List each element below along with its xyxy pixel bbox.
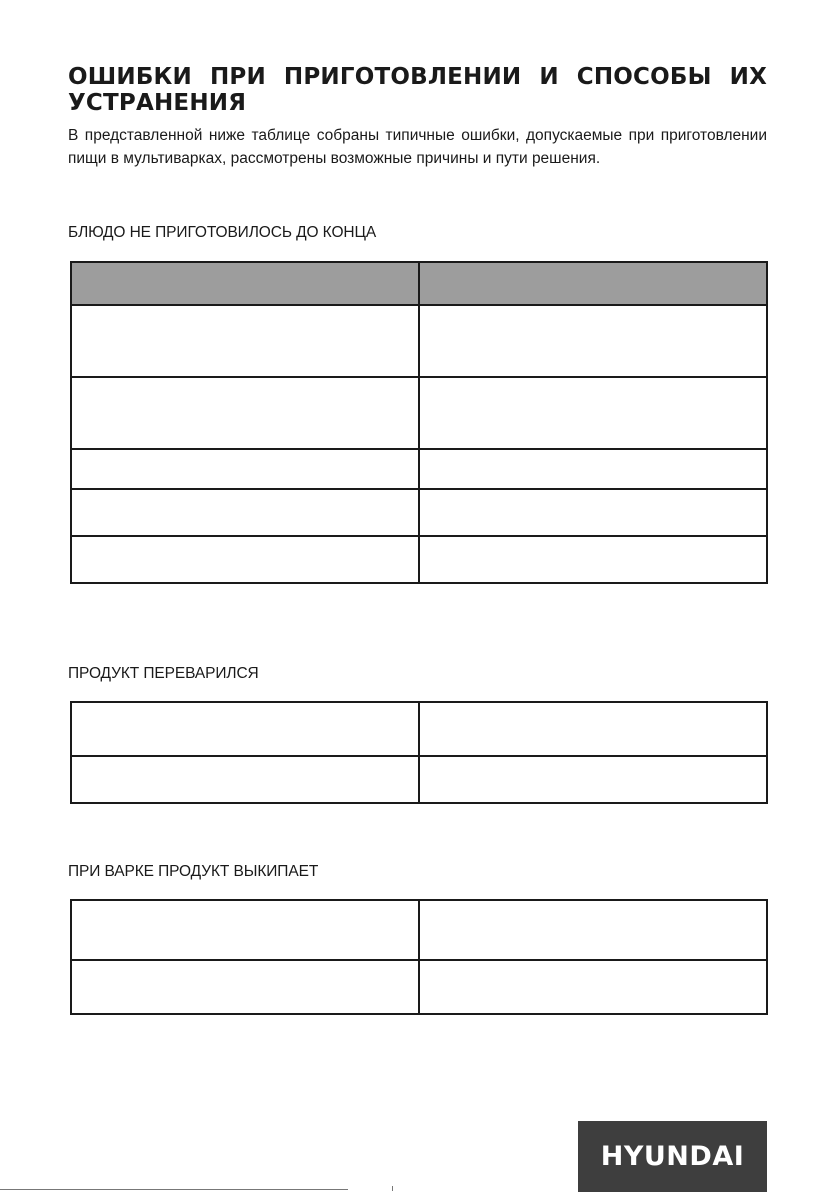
table-row [71,960,767,1014]
table-cell [419,702,767,756]
table-cell [71,900,419,960]
table-cell [419,756,767,803]
table-undercooked [70,261,768,584]
section-title-boils-over: ПРИ ВАРКЕ ПРОДУКТ ВЫКИПАЕТ [68,863,319,880]
footer-divider [0,1189,348,1190]
table-cell [71,536,419,583]
table-row [71,489,767,536]
section-title-overcooked: ПРОДУКТ ПЕРЕВАРИЛСЯ [68,665,259,682]
table-boils-over [70,899,768,1015]
table-cell [419,377,767,449]
header-cell-solution [419,262,767,305]
table-cell [419,960,767,1014]
table-cell [419,536,767,583]
hyundai-logo [578,1121,767,1192]
table-cell [71,449,419,489]
table-cell [71,377,419,449]
table-row [71,702,767,756]
page-title: ОШИБКИ ПРИ ПРИГОТОВЛЕНИИ И СПОСОБЫ ИХ УСТРАНЕНИЯ [68,64,767,116]
table-cell [71,702,419,756]
table-row [71,449,767,489]
page-content [68,64,767,170]
table-cell [71,756,419,803]
footer-tick-mark [392,1186,393,1191]
table-cell [71,305,419,377]
table-cell [419,900,767,960]
table-overcooked [70,701,768,804]
logo-text: HYUNDAI [600,1141,745,1172]
header-cell-cause [71,262,419,305]
table-cell [419,305,767,377]
table-row [71,536,767,583]
section-title-undercooked: БЛЮДО НЕ ПРИГОТОВИЛОСЬ ДО КОНЦА [68,224,377,241]
table-row [71,377,767,449]
table-header-row [71,262,767,305]
table-cell [71,960,419,1014]
table-cell [71,489,419,536]
table-row [71,305,767,377]
table-cell [419,449,767,489]
table-row [71,756,767,803]
intro-paragraph: В представленной ниже таблице собраны типичные ошибки, допускаемые при приготовлении пищи в мультиварках, рассмотрены возможные причины и пути решения. [68,127,767,167]
table-row [71,900,767,960]
table-cell [419,489,767,536]
